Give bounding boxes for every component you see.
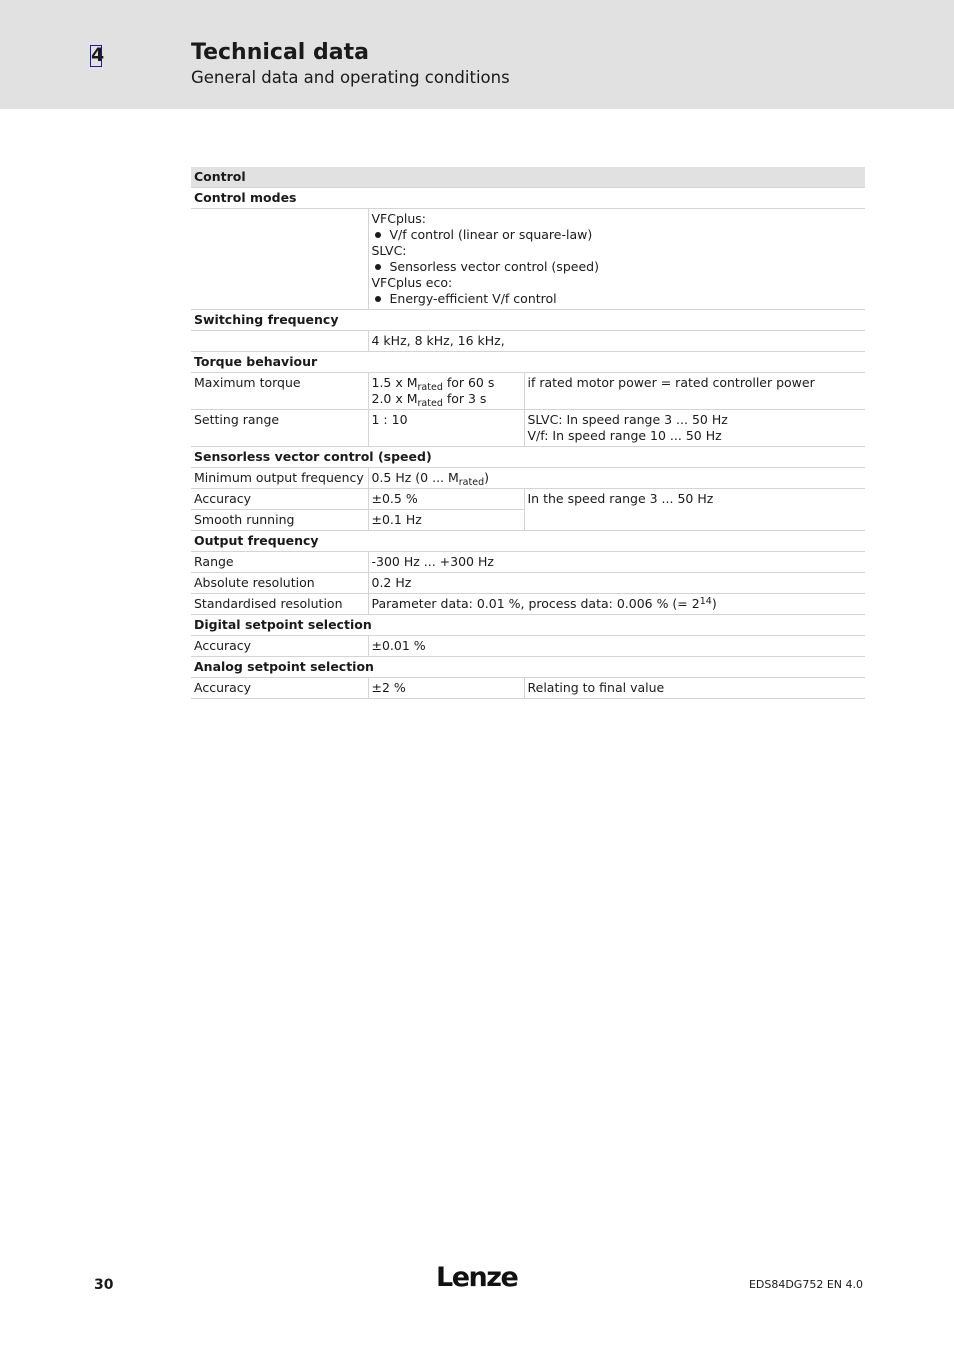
group-row	[191, 531, 865, 552]
table-row	[191, 678, 865, 699]
setting-range-note: SLVC: In speed range 3 ... 50 Hz V/f: In speed range 10 ... 50 Hz	[524, 410, 865, 447]
group-row	[191, 310, 865, 331]
output-range-label: Range	[191, 552, 368, 573]
mode-slvc: SLVC:	[371, 243, 407, 258]
page-subtitle: General data and operating conditions	[191, 68, 510, 87]
mode-eco-item: Energy-efficient V/f control	[372, 291, 863, 307]
analog-accuracy-value: ±2 %	[368, 678, 524, 699]
table-row	[191, 552, 865, 573]
max-torque-note: if rated motor power = rated controller power	[524, 373, 865, 410]
group-switching: Switching frequency	[191, 310, 865, 331]
group-row	[191, 188, 865, 209]
smooth-running-value: ±0.1 Hz	[368, 510, 524, 531]
abs-resolution-label: Absolute resolution	[191, 573, 368, 594]
setting-range-label: Setting range	[191, 410, 368, 447]
lenze-logo: Lenze	[436, 1262, 518, 1293]
digital-accuracy-value: ±0.01 %	[368, 636, 865, 657]
min-freq-value: 0.5 Hz (0 ... $M_{rated}$)	[368, 468, 865, 489]
std-resolution-label: Standardised resolution	[191, 594, 368, 615]
table-row	[191, 468, 865, 489]
setting-range-value: 1 : 10	[368, 410, 524, 447]
group-control-modes: Control modes	[191, 188, 865, 209]
table-row	[191, 209, 865, 310]
group-torque: Torque behaviour	[191, 352, 865, 373]
group-digital-setpoint: Digital setpoint selection	[191, 615, 865, 636]
group-row	[191, 352, 865, 373]
switching-value: 4 kHz, 8 kHz, 16 kHz,	[368, 331, 865, 352]
table-row	[191, 636, 865, 657]
smooth-running-label: Smooth running	[191, 510, 368, 531]
section-title: Control	[191, 167, 865, 188]
group-slvc: Sensorless vector control (speed)	[191, 447, 865, 468]
table-row	[191, 573, 865, 594]
control-spec-table	[191, 167, 865, 699]
section-row	[191, 167, 865, 188]
table-row	[191, 489, 865, 510]
table-row	[191, 594, 865, 615]
group-analog-setpoint: Analog setpoint selection	[191, 657, 865, 678]
analog-accuracy-label: Accuracy	[191, 678, 368, 699]
std-resolution-value: Parameter data: 0.01 %, process data: 0.006 % (= $2^{14}$)	[368, 594, 865, 615]
group-output-frequency: Output frequency	[191, 531, 865, 552]
table-row	[191, 410, 865, 447]
slvc-accuracy-label: Accuracy	[191, 489, 368, 510]
group-row	[191, 447, 865, 468]
output-range-value: -300 Hz ... +300 Hz	[368, 552, 865, 573]
min-freq-label: Minimum output frequency	[191, 468, 368, 489]
document-id: EDS84DG752 EN 4.0	[748, 1278, 863, 1291]
control-modes-value	[368, 209, 865, 310]
mode-eco: VFCplus eco:	[371, 275, 453, 290]
table-row	[191, 331, 865, 352]
max-torque-value: 1.5 x $M_{rated}$ for 60 s 2.0 x $M_{rated}$ for 3 s	[368, 373, 524, 410]
page-number: 30	[94, 1277, 114, 1293]
page-title: Technical data	[191, 40, 369, 65]
mode-vfcplus: VFCplus:	[371, 211, 427, 226]
slvc-accuracy-value: ±0.5 %	[368, 489, 524, 510]
digital-accuracy-label: Accuracy	[191, 636, 368, 657]
group-row	[191, 615, 865, 636]
analog-accuracy-note: Relating to final value	[524, 678, 865, 699]
max-torque-label: Maximum torque	[191, 373, 368, 410]
mode-slvc-item: Sensorless vector control (speed)	[372, 259, 863, 275]
abs-resolution-value: 0.2 Hz	[368, 573, 865, 594]
mode-vfcplus-item: V/f control (linear or square-law)	[372, 227, 863, 243]
group-row	[191, 657, 865, 678]
page-header	[0, 0, 954, 109]
slvc-speed-note: In the speed range 3 ... 50 Hz	[524, 489, 865, 531]
chapter-number[interactable]: 4	[91, 44, 105, 66]
table-row	[191, 373, 865, 410]
